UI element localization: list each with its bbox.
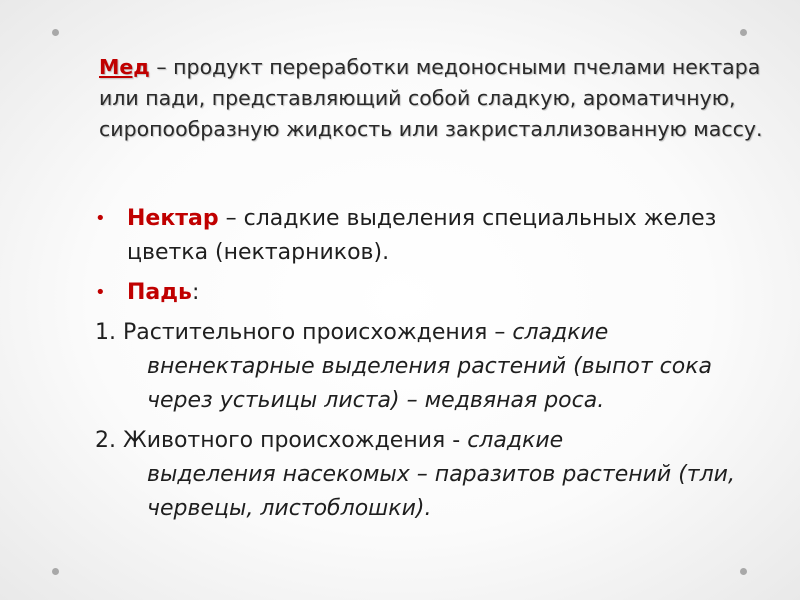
item-continuation: вненектарные выделения растений (выпот сока через устьицы листа) – медвяная роса.	[147, 354, 712, 413]
item-italic-start: сладкие	[467, 428, 564, 453]
item-italic-start: сладкие	[512, 320, 609, 345]
item-separator: –	[487, 320, 513, 345]
item-number: 2.	[95, 428, 116, 453]
bullet-nectar	[95, 202, 745, 270]
item-separator: -	[445, 428, 468, 453]
bullet-term-honeydew: Падь	[127, 280, 192, 305]
bullet-marker: •	[95, 282, 106, 303]
bullet-text-honeydew: :	[191, 280, 200, 305]
item-label: Животного происхождения	[116, 428, 446, 453]
bullet-honeydew	[95, 276, 745, 310]
item-number: 1.	[95, 320, 116, 345]
slide-body	[95, 202, 745, 532]
definition-term: Мед	[99, 55, 150, 79]
bullet-marker: •	[95, 208, 106, 229]
corner-dot-top-right	[740, 29, 747, 36]
item-continuation: выделения насекомых – паразитов растений (тли, червецы, листоблошки).	[147, 462, 735, 521]
corner-dot-top-left	[52, 29, 59, 36]
corner-dot-bottom-left	[52, 568, 59, 575]
numbered-item-plant-origin	[95, 316, 745, 418]
bullet-term-nectar: Нектар	[127, 206, 219, 231]
definition-text: – продукт переработки медоносными пчелами нектара или пади, представляющий собой сладкую, ароматичную, сиропообразную жидкость или закристаллизованную массу.	[99, 55, 763, 141]
item-label: Растительного происхождения	[116, 320, 488, 345]
numbered-item-animal-origin	[95, 424, 745, 526]
corner-dot-bottom-right	[740, 568, 747, 575]
definition-heading	[99, 52, 779, 145]
bullet-text-nectar: – сладкие выделения специальных желез цветка (нектарников).	[127, 206, 717, 265]
